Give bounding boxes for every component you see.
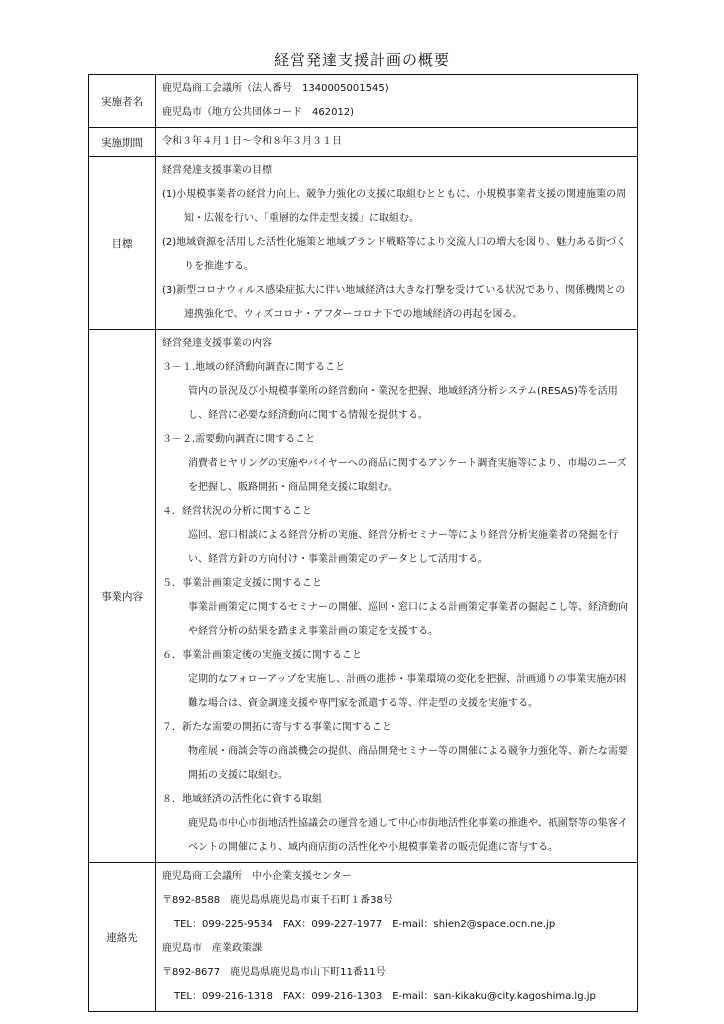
- contact-org-name: 鹿児島商工会議所 中小企業支援センター: [162, 871, 352, 882]
- period-cell: [156, 128, 638, 157]
- contents-header: 事業内容: [89, 330, 156, 863]
- contents-cell: [156, 330, 638, 863]
- implementer-row: [89, 75, 638, 128]
- contact-address: 〒892-8677 鹿児島県鹿児島市山下町11番11号: [162, 967, 386, 978]
- implementer-line: 鹿児島市（地方公共団体コード 462012): [162, 107, 355, 118]
- section-body: 管内の景況及び小規模事業所の経営動向・業況を把握、地域経済分析システム(RESAS)等を活用し、経営に必要な経済動向に関する情報を提供する。: [188, 386, 618, 421]
- contact-header: 連絡先: [89, 863, 156, 1012]
- section-body: 巡回、窓口相談による経営分析の実施、経営分析セミナー等により経営分析実施業者の発掘を行い、経営方針の方向付け・事業計画策定のデータとして活用する。: [188, 530, 618, 565]
- goals-row: [89, 157, 638, 330]
- contact-org-name: 鹿児島市 産業政策課: [162, 943, 262, 954]
- implementer-cell: [156, 75, 638, 128]
- goals-header: 目標: [89, 157, 156, 330]
- contact-tel: TEL：099-225-9534 FAX：099-227-1977 E-mail：shien2@space.ocn.ne.jp: [174, 919, 556, 930]
- section-heading: ７．新たな需要の開拓に寄与する事業に関すること: [162, 722, 392, 733]
- section-body: 物産展・商談会等の商談機会の提供、商品開発セミナー等の開催による競争力強化等、新たな需要開拓の支援に取組む。: [188, 746, 628, 781]
- document-title: 経営発達支援計画の概要: [273, 51, 450, 69]
- section-heading: ３－１.地域の経済動向調査に関すること: [162, 362, 346, 373]
- contact-row: [89, 863, 638, 1012]
- section-body: 事業計画策定に関するセミナーの開催、巡回・窓口による計画策定事業者の掘起こし等、経済動向や経営分析の結果を踏まえ事業計画の策定を支援する。: [188, 602, 628, 637]
- section-body: 鹿児島市中心市街地活性協議会の運営を通して中心市街地活性化事業の推進や、祇園祭等の集客イベントの開催により、域内商店街の活性化や小規模事業者の販売促進に寄与する。: [188, 818, 628, 853]
- contents-row: [89, 330, 638, 863]
- contact-cell: [156, 863, 638, 1012]
- period-row: [89, 128, 638, 157]
- goals-intro: 経営発達支援事業の目標: [162, 165, 272, 176]
- contents-intro: 経営発達支援事業の内容: [162, 338, 272, 349]
- section-heading: ８．地域経済の活性化に資する取組: [162, 794, 322, 805]
- implementer-header: 実施者名: [89, 75, 156, 128]
- section-heading: ６．事業計画策定後の実施支援に関すること: [162, 650, 362, 661]
- section-heading: ５．事業計画策定支援に関すること: [162, 578, 322, 589]
- contact-address: 〒892-8588 鹿児島県鹿児島市東千石町１番38号: [162, 895, 393, 906]
- goal-item: (2)地域資源を活用した活性化施策と地域ブランド戦略等により交流人口の増大を図り、魅力ある街づくりを推進する。: [162, 237, 627, 272]
- plan-summary-table: [88, 74, 638, 1012]
- goals-cell: [156, 157, 638, 330]
- section-heading: ３－２.需要動向調査に関すること: [162, 434, 316, 445]
- implementer-line: 鹿児島商工会議所（法人番号 1340005001545): [162, 83, 389, 94]
- section-body: 定期的なフォローアップを実施し、計画の進捗・事業環境の変化を把握、計画通りの事業実施が困難な場合は、資金調達支援や専門家を派遣する等、伴走型の支援を実施する。: [188, 674, 627, 709]
- contact-tel: TEL：099-216-1318 FAX：099-216-1303 E-mail：san-kikaku@city.kagoshima.lg.jp: [174, 991, 596, 1002]
- section-heading: ４．経営状況の分析に関すること: [162, 506, 312, 517]
- period-text: 令和３年４月１日～令和８年３月３１日: [162, 136, 342, 147]
- period-header: 実施期間: [89, 128, 156, 157]
- goal-item: (1)小規模事業者の経営力向上、競争力強化の支援に取組むとともに、小規模事業者支援の関連施策の周知・広報を行い、「重層的な伴走型支援」に取組む。: [162, 189, 627, 224]
- goal-item: (3)新型コロナウィルス感染症拡大に伴い地域経済は大きな打撃を受けている状況であり、関係機関との連携強化で、ウィズコロナ・アフターコロナ下での地域経済の再起を図る。: [162, 285, 626, 320]
- section-body: 消費者ヒヤリングの実施やバイヤーへの商品に関するアンケート調査実施等により、市場のニーズを把握し、販路開拓・商品開発支援に取組む。: [188, 458, 627, 493]
